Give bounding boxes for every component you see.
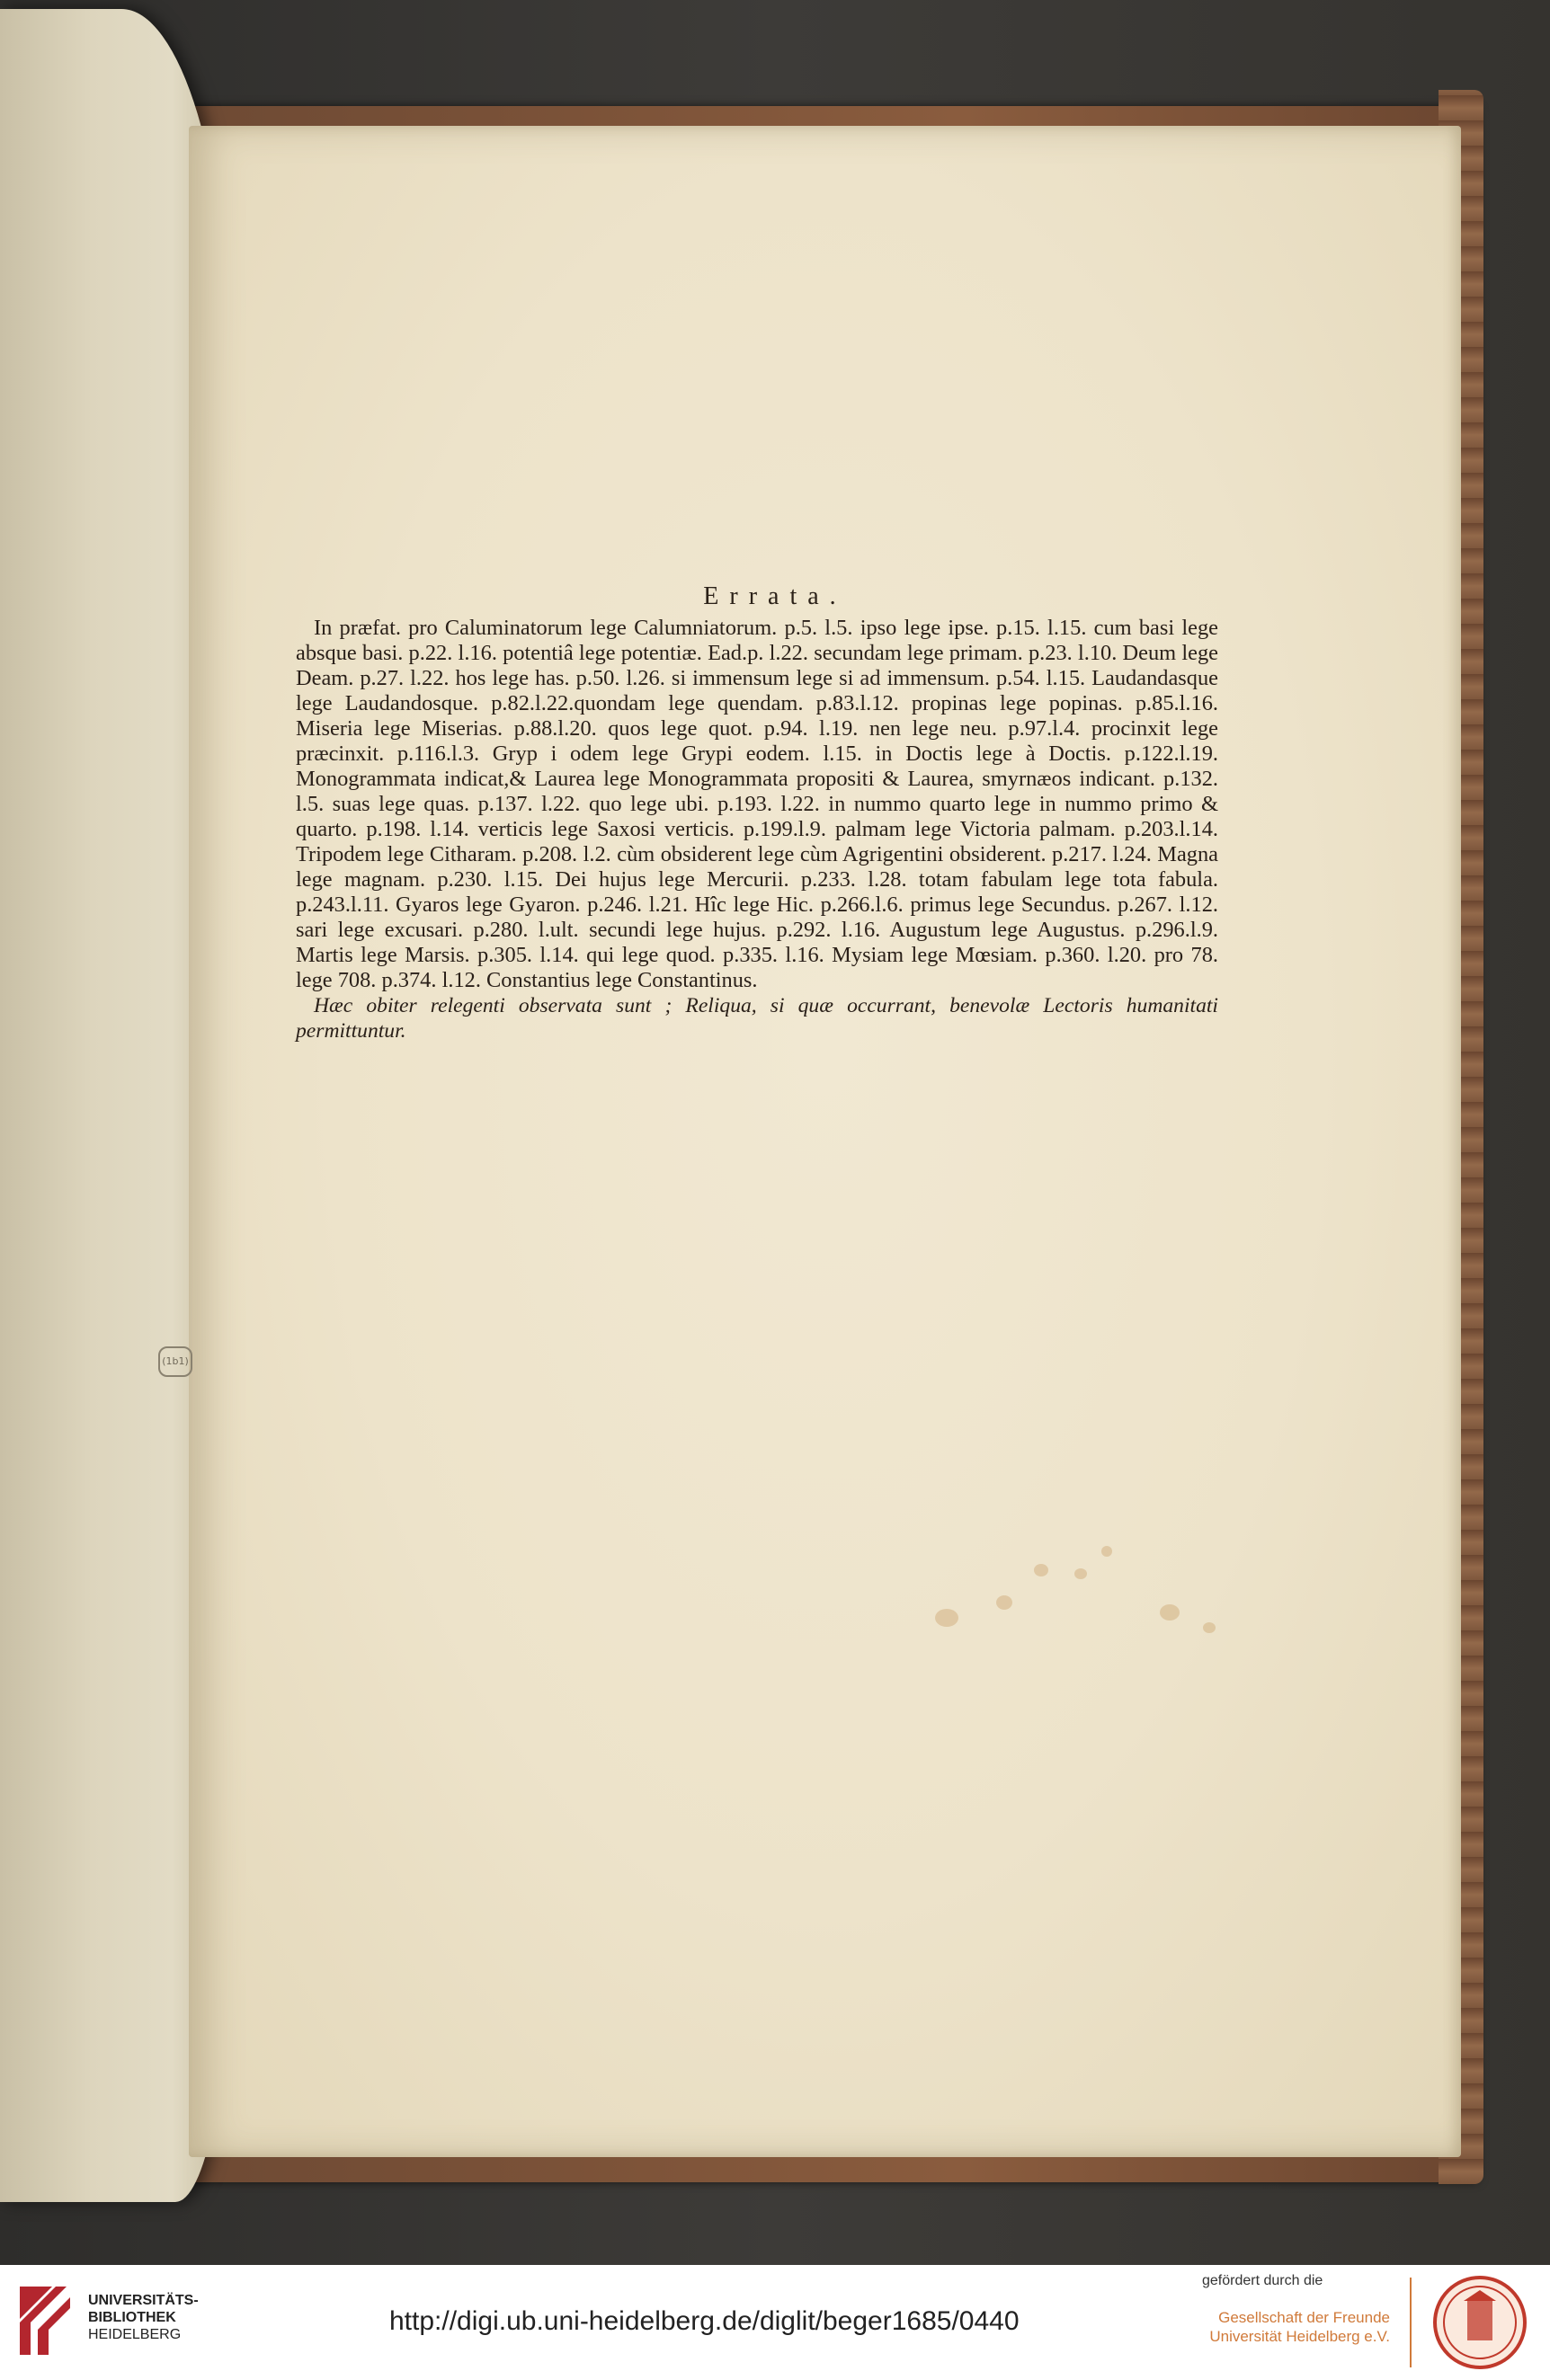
errata-text	[296, 616, 1218, 1043]
foxing-spot	[1074, 1568, 1087, 1579]
institution-name: UNIVERSITÄTS- BIBLIOTHEK HEIDELBERG	[88, 2293, 199, 2342]
university-library-logo-icon	[16, 2283, 74, 2358]
foxing-spot	[996, 1595, 1012, 1610]
errata-paragraph: In præfat. pro Caluminatorum lege Calumniatorum. p.5. l.5. ipso lege ipse. p.15. l.15. cum basi lege absque basi. p.22. l.16. potentiâ lege potentiæ. Ead.p. l.22. secundam lege primam. p.23. l.10. Deum lege Deam. p.27. l.22. hos lege has. p.50. l.26. si immensum lege si ad immensum. p.54. l.15. Laudandasque lege Laudandosque. p.82.l.22.quondam lege quendam. p.83.l.12. propinas lege popinas. p.85.l.16. Miseria lege Miserias. p.88.l.20. quos lege quot. p.94. l.19. nen lege neu. p.97.l.4. procinxit lege præcinxit. p.116.l.3. Gryp i odem lege Grypi eodem. l.15. in Doctis lege à Doctis. p.122.l.19. Monogrammata indicat,& Laurea lege Monogrammata propositi & Laurea, smyrnæos indicant. p.132. l.5. suas lege quas. p.137. l.22. quo lege ubi. p.193. l.22. in nummo quarto lege in nummo primo & quarto. p.198. l.14. verticis lege Saxosi verticis. p.199.l.9. palmam lege Victoria palmam. p.203.l.14. Tripodem lege Citharam. p.208. l.2. cùm obsiderent lege cùm Agrigentini obsiderent. p.217. l.24. Magna lege magnam. p.230. l.15. Dei hujus lege Mercurii. p.233. l.28. totam fabulam lege tota fabula. p.243.l.11. Gyaros lege Gyaron. p.246. l.21. Hîc lege Hic. p.266.l.6. primus lege Secundus. p.267. l.12. sari lege excusari. p.280. l.ult. secundi lege hujus. p.292. l.16. Augustum lege Augustus. p.296.l.9. Martis lege Marsis. p.305. l.14. qui lege quod. p.335. l.16. Mysiam lege Mœsiam. p.360. l.20. pro 78. lege 708. p.374. l.12. Constantius lege Constantinus.	[296, 616, 1218, 992]
permalink-url[interactable]: http://digi.ub.uni-heidelberg.de/diglit/beger1685/0440	[389, 2306, 1020, 2336]
university-seal-icon	[1428, 2274, 1532, 2371]
closing-note: Hæc obiter relegenti observata sunt ; Reliqua, si quæ occurrant, benevolæ Lectoris humanitati permittuntur.	[296, 994, 1218, 1043]
society-name: Gesellschaft der Freunde Universität Heidelberg e.V.	[1209, 2309, 1390, 2345]
page-title: Errata.	[703, 582, 847, 610]
foxing-spot	[935, 1609, 958, 1627]
foxing-spot	[1034, 1564, 1048, 1576]
foxing-spot	[1101, 1546, 1112, 1557]
book-page	[189, 126, 1461, 2157]
library-stamp: (1b1)	[158, 1346, 192, 1377]
foxing-spot	[1160, 1604, 1180, 1621]
foxing-spot	[1203, 1622, 1216, 1633]
footer-divider	[1410, 2278, 1412, 2367]
funded-by-label: gefördert durch die	[1202, 2273, 1323, 2288]
